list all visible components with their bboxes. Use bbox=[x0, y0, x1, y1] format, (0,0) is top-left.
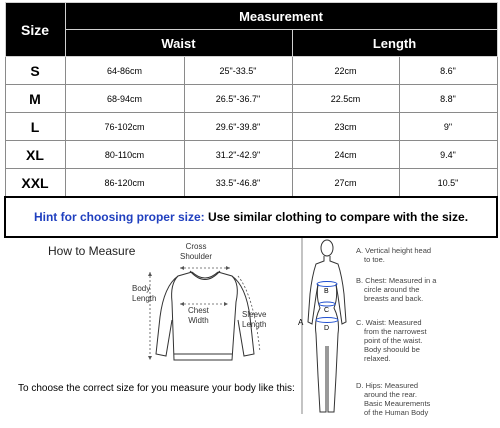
hint-text: Use similar clothing to compare with the size. bbox=[207, 210, 469, 224]
hint-label: Hint for choosing proper size: bbox=[33, 210, 205, 224]
waist-cm-cell: 64-86cm bbox=[65, 57, 184, 85]
length-cm-cell: 24cm bbox=[292, 141, 399, 169]
size-column-header: Size bbox=[5, 3, 65, 57]
body-length-label-line: Body bbox=[132, 284, 151, 293]
legend-chest bbox=[356, 276, 496, 303]
legend-line: B. Chest: Measured in a bbox=[356, 276, 437, 285]
cross-shoulder-label-line: Shoulder bbox=[180, 252, 213, 261]
measure-instruction: To choose the correct size for you measure your body like this: bbox=[18, 383, 295, 394]
waist-cm-cell: 86-120cm bbox=[65, 169, 184, 198]
legend-line: point of the waist. bbox=[364, 336, 423, 345]
figure-label-b: B bbox=[324, 288, 329, 295]
size-cell: S bbox=[5, 57, 65, 85]
cross-shoulder-label-line: Cross bbox=[185, 242, 207, 251]
legend-line: Body shoould be bbox=[364, 345, 420, 354]
figure-label-c: C bbox=[324, 307, 330, 314]
sleeve-length-label-line: Sleeve bbox=[242, 310, 267, 319]
legend-line: circle around the bbox=[364, 285, 420, 294]
chest-width-label-line: Width bbox=[188, 316, 209, 325]
table-row bbox=[5, 57, 497, 85]
legend-line: Basic Meaurements bbox=[364, 399, 431, 408]
length-cm-cell: 22cm bbox=[292, 57, 399, 85]
legend-waist bbox=[356, 318, 496, 363]
table-row bbox=[5, 113, 497, 141]
length-inch-cell: 9.4" bbox=[399, 141, 497, 169]
legend-line: around the rear. bbox=[364, 390, 417, 399]
cross-shoulder-label bbox=[180, 242, 212, 262]
size-cell: XXL bbox=[5, 169, 65, 198]
length-cm-cell: 27cm bbox=[292, 169, 399, 198]
figure-label-a: A bbox=[298, 318, 304, 327]
legend-line: of the Human Body bbox=[364, 408, 429, 417]
length-inch-cell: 9" bbox=[399, 113, 497, 141]
sweater-illustration bbox=[120, 262, 290, 372]
size-hint bbox=[5, 197, 497, 237]
waist-header: Waist bbox=[65, 30, 292, 57]
waist-inch-cell: 29.6"-39.8" bbox=[184, 113, 292, 141]
waist-cm-cell: 76-102cm bbox=[65, 113, 184, 141]
length-inch-cell: 8.8" bbox=[399, 85, 497, 113]
length-header: Length bbox=[292, 30, 497, 57]
length-cm-cell: 23cm bbox=[292, 113, 399, 141]
legend-line: C. Waist: Measured bbox=[356, 318, 422, 327]
legend-hips bbox=[356, 381, 496, 417]
legend-line: to toe. bbox=[364, 255, 385, 264]
legend-line: from the narrowest bbox=[364, 327, 427, 336]
waist-inch-cell: 26.5"-36.7" bbox=[184, 85, 292, 113]
length-inch-cell: 8.6" bbox=[399, 57, 497, 85]
legend-line: relaxed. bbox=[364, 354, 391, 363]
waist-cm-cell: 68-94cm bbox=[65, 85, 184, 113]
legend-line: D. Hips: Measured bbox=[356, 381, 419, 390]
body-length-label-line: Length bbox=[132, 294, 157, 303]
legend-height bbox=[356, 246, 496, 264]
body-figure-illustration bbox=[296, 236, 356, 426]
size-chart-table bbox=[4, 2, 498, 238]
chest-width-label-line: Chest bbox=[188, 306, 209, 315]
size-cell: XL bbox=[5, 141, 65, 169]
how-to-measure-title: How to Measure bbox=[48, 244, 136, 258]
figure-label-d: D bbox=[324, 325, 330, 332]
sleeve-length-label-line: Length bbox=[242, 320, 267, 329]
size-cell: L bbox=[5, 113, 65, 141]
waist-cm-cell: 80-110cm bbox=[65, 141, 184, 169]
waist-inch-cell: 31.2"-42.9" bbox=[184, 141, 292, 169]
measurement-header: Measurement bbox=[65, 3, 497, 30]
waist-inch-cell: 33.5"-46.8" bbox=[184, 169, 292, 198]
table-row bbox=[5, 141, 497, 169]
table-row bbox=[5, 85, 497, 113]
length-cm-cell: 22.5cm bbox=[292, 85, 399, 113]
length-inch-cell: 10.5" bbox=[399, 169, 497, 198]
table-row bbox=[5, 169, 497, 198]
size-cell: M bbox=[5, 85, 65, 113]
legend-line: A. Vertical height head bbox=[356, 246, 432, 255]
legend-line: breasts and back. bbox=[364, 294, 424, 303]
waist-inch-cell: 25"-33.5" bbox=[184, 57, 292, 85]
